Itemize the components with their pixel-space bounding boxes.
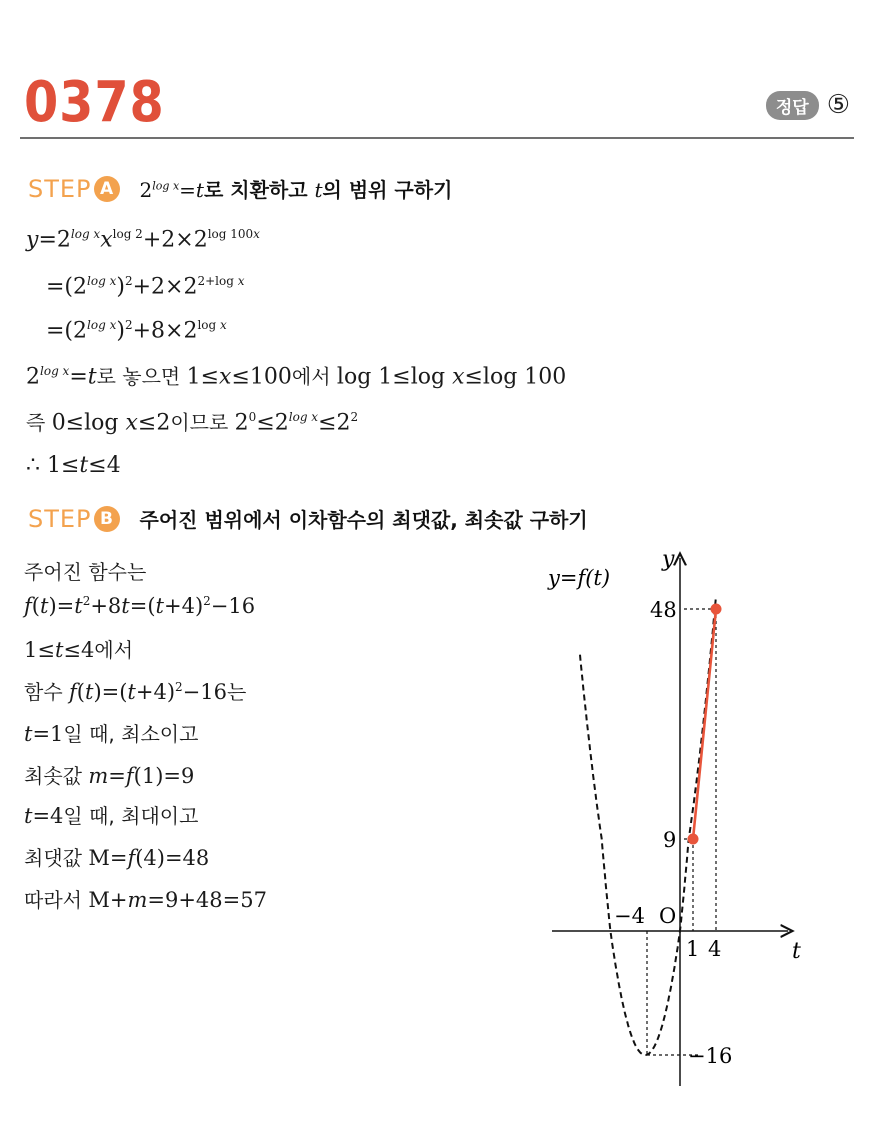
step-a-title: $2^{log x}=t$로 치환하고 t의 범위 구하기 bbox=[139, 178, 453, 202]
y-axis-label: y bbox=[662, 547, 675, 572]
step-b-line-7: t=4일 때, 최대이고 bbox=[24, 804, 199, 828]
tick-label-4: 4 bbox=[708, 937, 722, 961]
t-axis-label: t bbox=[792, 939, 801, 964]
step-a-line-1: $y=2^{log x}x^{log 2}+2\times 2^{log 100x}$ bbox=[26, 227, 260, 253]
curve-label: y=f(t) bbox=[548, 566, 611, 590]
step-b-line-1: 주어진 함수는 bbox=[24, 560, 147, 584]
step-a-line-6: ∴ 1≤t≤4 bbox=[26, 453, 121, 478]
origin-label: O bbox=[659, 904, 677, 928]
min-point bbox=[688, 834, 699, 845]
step-b-line-9: 따라서 M+m=9+48=57 bbox=[24, 888, 267, 912]
step-b-badge: B bbox=[94, 506, 120, 532]
step-b-line-6: 최솟값 m=f(1)=9 bbox=[24, 764, 195, 788]
step-a-badge: A bbox=[94, 176, 120, 202]
restricted-segment bbox=[693, 609, 716, 839]
step-b-title: 주어진 범위에서 이차함수의 최댓값, 최솟값 구하기 bbox=[139, 508, 588, 532]
problem-number: 0378 bbox=[24, 70, 165, 135]
step-b-word: STEP bbox=[28, 504, 92, 533]
step-b-line-2: $f(t)=t^2+8t=(t+4)^2-16$ bbox=[24, 594, 256, 618]
step-b-line-8: 최댓값 M=f(4)=48 bbox=[24, 846, 210, 870]
answer-label: 정답 bbox=[766, 91, 819, 120]
answer-value: ⑤ bbox=[826, 90, 850, 120]
step-a-line-5: 즉 0≤log x≤2이므로 $2^0\le 2^{log x}\le 2^2$ bbox=[26, 410, 359, 436]
tick-label-48: 48 bbox=[650, 598, 677, 622]
tick-label-9: 9 bbox=[663, 828, 677, 852]
step-a-line-4: $2^{log x}=t$로 놓으면 1≤x≤100에서 log 1≤log x≤log 100 bbox=[26, 364, 567, 390]
step-a-word: STEP bbox=[28, 174, 92, 203]
step-b-line-3: 1≤t≤4에서 bbox=[24, 638, 134, 662]
step-a-line-2: $=(2^{log x})^2+2\times 2^{2+log x}$ bbox=[46, 274, 245, 300]
tick-label-neg16: −16 bbox=[688, 1044, 733, 1068]
max-point bbox=[711, 604, 722, 615]
tick-label-neg4: −4 bbox=[614, 904, 645, 928]
step-b-line-5: t=1일 때, 최소이고 bbox=[24, 722, 199, 746]
step-a-line-3: $=(2^{log x})^2+8\times 2^{log x}$ bbox=[46, 318, 227, 344]
step-b-line-4: 함수 $f(t)=(t+4)^2-16$는 bbox=[24, 680, 247, 704]
tick-label-1: 1 bbox=[686, 937, 700, 961]
